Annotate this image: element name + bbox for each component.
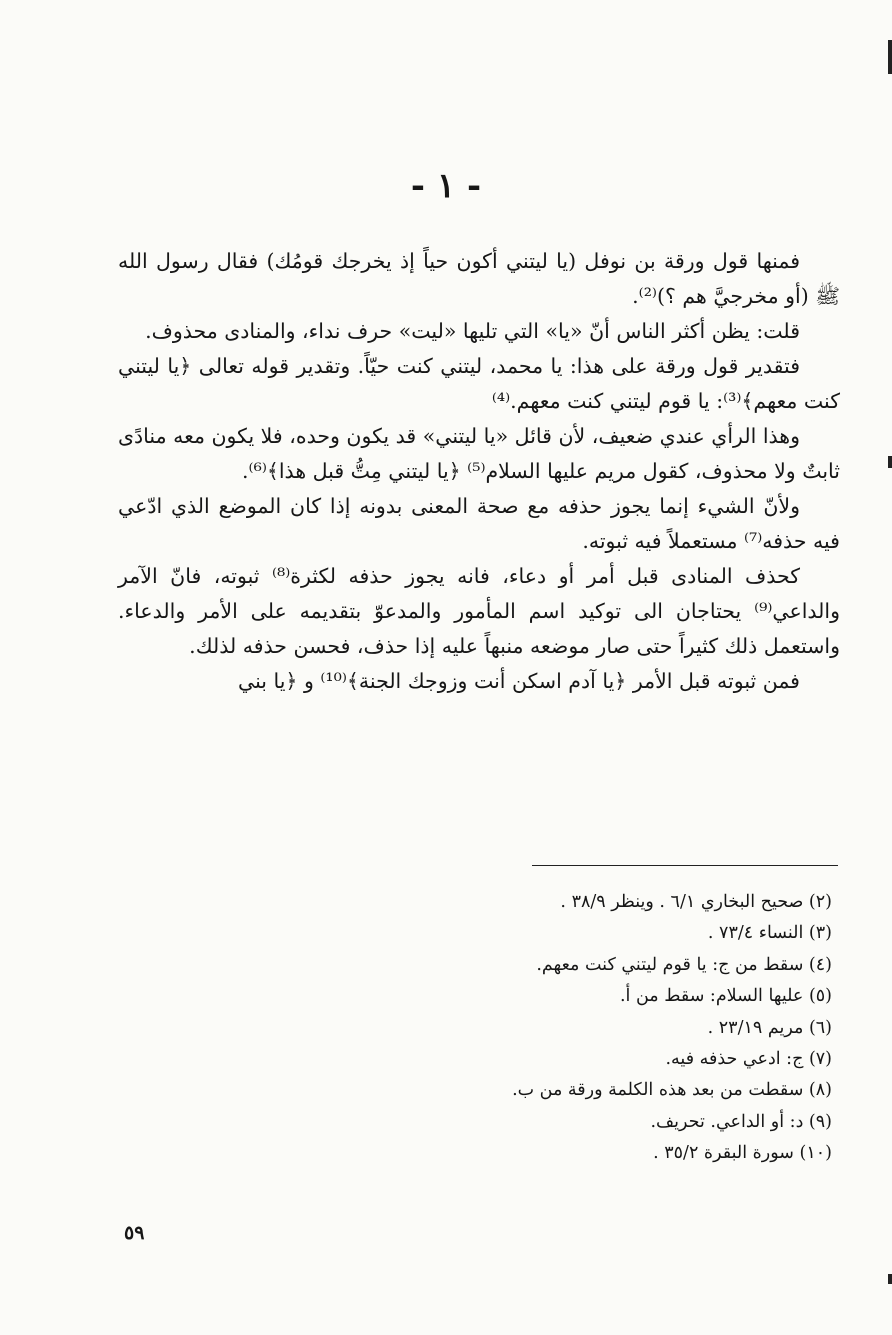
- footnote-10: (١٠) سورة البقرة ٣٥/٢ .: [653, 1143, 832, 1164]
- paragraph-3: فتقدير قول ورقة على هذا: يا محمد، ليتني كنت حيّاً. وتقدير قوله تعالى ﴿يا ليتني كنت معهم﴾⁽³⁾: يا قوم ليتني كنت معهم.⁽⁴⁾: [118, 354, 840, 413]
- footnote-3: (٣) النساء ٧٣/٤ .: [707, 923, 832, 944]
- page-number: ٥٩: [124, 1222, 145, 1244]
- paragraph-6: كحذف المنادى قبل أمر أو دعاء، فانه يجوز حذفه لكثرة⁽⁸⁾ ثبوته، فانّ الآمر والداعي⁽⁹⁾ يحتاجان الى توكيد اسم المأمور والمدعوّ بتقديمه على الأمر والدعاء. واستعمل ذلك كثيراً حتى صار موضعه منبهاً عليه إذا حذف، فحسن حذفه لذلك.: [118, 564, 840, 658]
- scan-edge-mark-top: [888, 40, 892, 74]
- footnote-9: (٩) د: أو الداعي. تحريف.: [650, 1111, 832, 1132]
- footnote-6: (٦) مريم ٢٣/١٩ .: [707, 1017, 832, 1038]
- footnote-8: (٨) سقطت من بعد هذه الكلمة ورقة من ب.: [512, 1080, 832, 1101]
- footnote-7: (٧) ج: ادعي حذفه فيه.: [665, 1049, 832, 1070]
- footnote-5: (٥) عليها السلام: سقط من أ.: [619, 986, 832, 1007]
- paragraph-2: قلت: يظن أكثر الناس أنّ «يا» التي تليها «ليت» حرف نداء، والمنادى محذوف.: [145, 319, 800, 343]
- section-number: - ١ -: [410, 166, 482, 206]
- footnote-divider: [532, 865, 838, 866]
- paragraph-4: وهذا الرأي عندي ضعيف، لأن قائل «يا ليتني» قد يكون وحده، فلا يكون معه منادًى ثابتٌ ولا محذوف، كقول مريم عليها السلام⁽⁵⁾ ﴿يا ليتني مِتُّ قبل هذا﴾⁽⁶⁾.: [118, 424, 840, 483]
- scan-edge-mark-middle: [888, 456, 892, 468]
- main-text: [118, 244, 840, 699]
- footnote-2: (٢) صحيح البخاري ٦/١ . وينظر ٣٨/٩ .: [560, 892, 832, 912]
- paragraph-5: ولأنّ الشيء إنما يجوز حذفه مع صحة المعنى بدونه إذا كان الموضع الذي ادّعي فيه حذفه⁽⁷⁾ مستعملاً فيه ثبوته.: [118, 494, 840, 553]
- paragraph-1: فمنها قول ورقة بن نوفل (يا ليتني أكون حياً إذ يخرجك قومُك) فقال رسول الله ﷺ (أو مخرجيَّ هم ؟)⁽²⁾.: [118, 249, 840, 308]
- footnote-4: (٤) سقط من ج: يا قوم ليتني كنت معهم.: [536, 954, 832, 975]
- scan-edge-mark-bottom: [888, 1274, 892, 1284]
- footnotes-list: [380, 887, 832, 1170]
- paragraph-7: فمن ثبوته قبل الأمر ﴿يا آدم اسكن أنت وزوجك الجنة﴾⁽¹⁰⁾ و ﴿يا بني: [237, 669, 800, 693]
